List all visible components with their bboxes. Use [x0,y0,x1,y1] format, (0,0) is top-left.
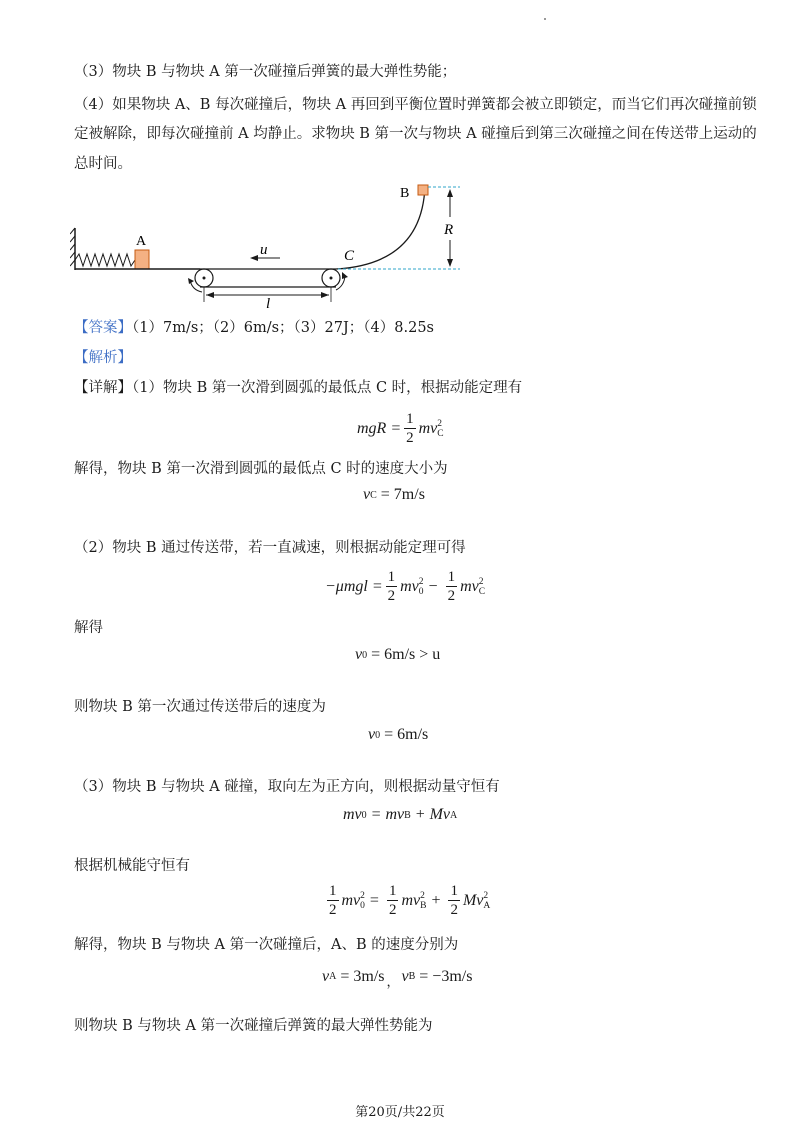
question-4-line-2: 定被解除，即每次碰撞前 A 均静止。求物块 B 第一次与物块 A 碰撞后到第三次碰撞之间在传送带上运动的 [74,126,757,142]
answer-tag: 【答案】 [74,320,132,336]
block-a [135,250,149,269]
solve-line-3: 解得，物块 B 与物块 A 第一次碰撞后，A、B 的速度分别为 [74,937,459,953]
block-b [418,185,428,195]
equation-1: mgR = $\frac{1}{2}$ mv 2 C [357,411,444,446]
answer-text: （1）7m/s；（2）6m/s；（3）27J；（4）8.25s [132,320,434,336]
analysis-tag: 【解析】 [74,350,132,366]
page-footer: 第20页/共22页 [355,1105,445,1120]
energy-line: 根据机械能守恒有 [74,858,190,874]
question-3: （3）物块 B 与物块 A 第一次碰撞后弹簧的最大弹性势能； [74,64,457,80]
equation-8: v A = 3m/s ， v B = −3m/s [322,967,473,989]
equation-2: v C = 7m/s [363,486,425,503]
question-4-line-3: 总时间。 [74,156,132,172]
equation-6: mv 0 = mv B + Mv A [343,806,458,823]
solve-line-2: 解得 [74,620,103,636]
detail-line [74,378,522,398]
answer-line [74,318,434,338]
part-3-line: （3）物块 B 与物块 A 碰撞，取向左为正方向，则根据动量守恒有 [74,779,500,795]
solve-line-1: 解得，物块 B 第一次滑到圆弧的最低点 C 时的速度大小为 [74,461,448,477]
question-4-line-1: （4）如果物块 A、B 每次碰撞后，物块 A 再回到平衡位置时弹簧都会被立即锁定，而当它们再次碰撞前锁 [74,97,757,113]
label-u: u [260,242,268,258]
analysis-line [74,348,132,368]
detail-text: （1）物块 B 第一次滑到圆弧的最低点 C 时，根据动能定理有 [132,380,523,396]
part-2-line: （2）物块 B 通过传送带，若一直减速，则根据动能定理可得 [74,540,466,556]
label-r: R [444,222,454,238]
physics-diagram [70,180,470,310]
spring [75,254,135,266]
corner-mark [544,18,546,20]
label-a: A [136,234,147,249]
equation-7: $\frac{1}{2}$ mv 2 0 = $\frac{1}{2}$ mv 2 B + $\frac{1}{2}$ Mv 2 A [329,883,491,918]
max-energy-line: 则物块 B 与物块 A 第一次碰撞后弹簧的最大弹性势能为 [74,1018,433,1034]
label-b: B [400,186,410,201]
equation-4: v 0 = 6m/s > u [355,646,441,663]
equation-5: v 0 = 6m/s [368,726,429,743]
label-l: l [266,296,271,310]
label-c: C [344,248,355,264]
then-speed-line: 则物块 B 第一次通过传送带后的速度为 [74,699,326,715]
equation-3: −μmgl = $\frac{1}{2}$ mv 2 0 − $\frac{1}{2}$ mv 2 C [325,569,486,604]
detail-tag: 【详解】 [74,380,132,396]
